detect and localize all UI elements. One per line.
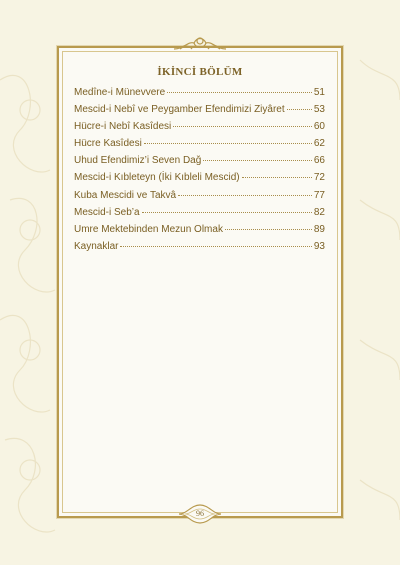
toc-item-label: Hücre-i Nebî Kasîdesi [74,121,172,133]
toc-item[interactable] [74,187,325,204]
toc-item-page: 82 [313,206,325,218]
dot-leader [203,160,312,161]
toc-item-label: Umre Mektebinden Mezun Olmak [74,223,223,235]
toc-item-label: Kaynaklar [74,240,119,252]
toc-item-page: 66 [313,155,325,167]
toc-item-label: Medîne-i Münevvere [74,87,166,98]
toc-item-label: Mescid-i Nebî ve Peygamber Efendimizi Ziyâret [74,104,285,116]
dot-leader [173,126,312,127]
toc-item[interactable] [74,204,325,221]
toc-item-label: Hücre Kasîdesi [74,138,142,150]
toc-item-page: 62 [313,138,325,150]
toc-item[interactable] [74,169,325,186]
dot-leader [225,229,312,230]
toc-item-label: Uhud Efendimiz’i Seven Dağ [74,155,202,167]
toc-item[interactable] [74,238,325,255]
toc-item[interactable] [74,135,325,152]
dot-leader [142,212,312,213]
toc-item[interactable] [74,221,325,238]
dot-leader [287,109,312,110]
toc-item[interactable] [74,101,325,118]
toc-item[interactable] [74,152,325,169]
dot-leader [144,143,312,144]
top-ornament-icon [170,33,230,55]
toc-item-page: 60 [313,121,325,133]
toc-item-page: 89 [313,223,325,235]
toc-item-page: 53 [313,104,325,116]
section-title: İKİNCİ BÖLÜM [157,66,243,78]
toc-item-page: 77 [313,189,325,201]
toc-item[interactable] [74,84,325,101]
dot-leader [167,92,312,93]
toc-item-label: Kuba Mescidi ve Takvâ [74,189,177,201]
table-of-contents [74,84,325,255]
toc-item-label: Mescid-i Seb’a [74,206,140,218]
dot-leader [120,246,311,247]
toc-item-label: Mescid-i Kıbleteyn (İki Kıbleli Mescid) [74,172,240,184]
toc-item-page: 93 [313,240,325,252]
dot-leader [178,195,312,196]
toc-item-page: 72 [313,172,325,184]
toc-item-page: 51 [313,87,325,98]
toc-item[interactable] [74,118,325,135]
page-number: 96 [196,509,204,518]
dot-leader [242,177,312,178]
